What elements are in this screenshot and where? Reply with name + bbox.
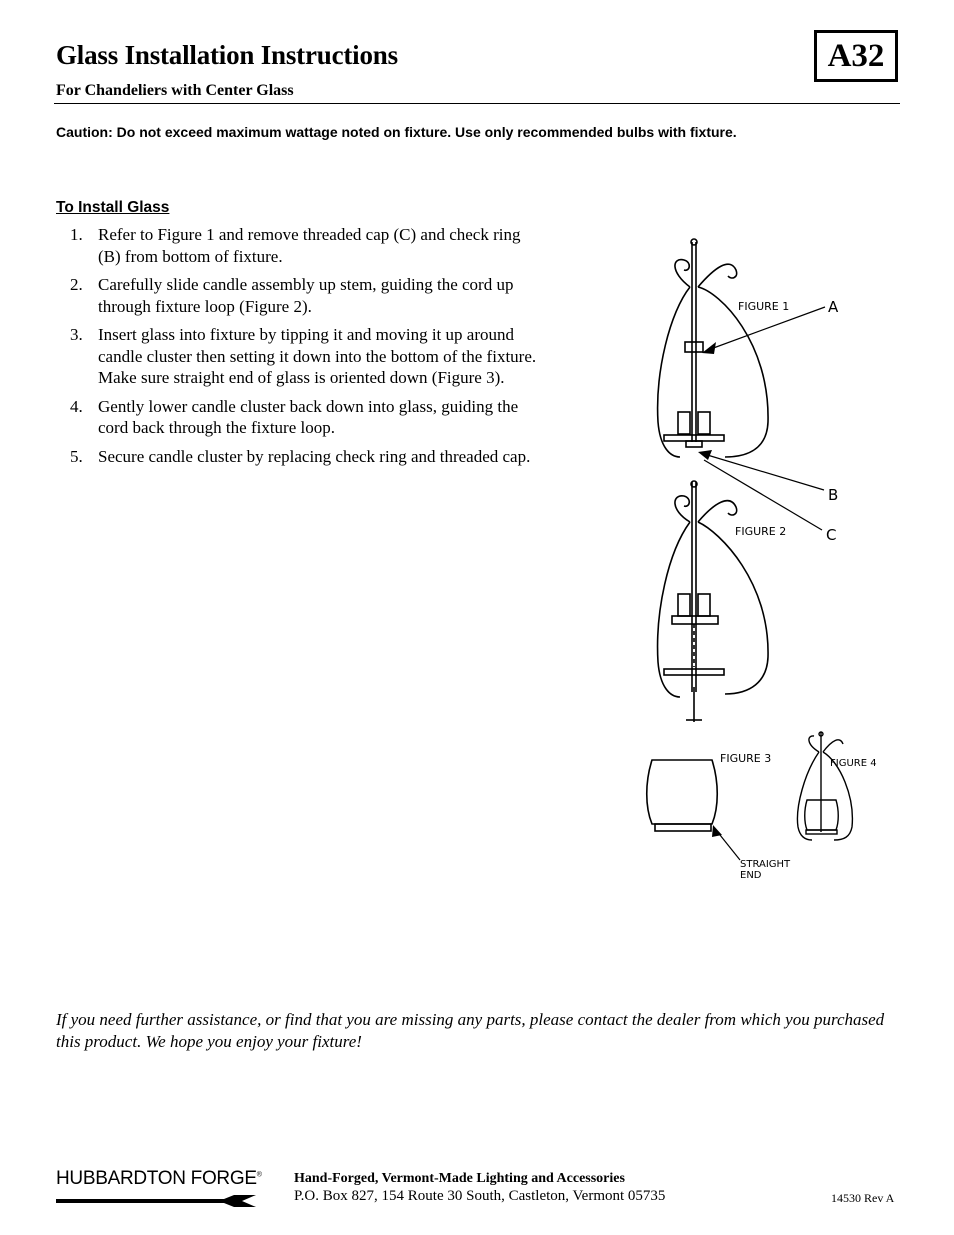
figure-2-fixture-drawing [658,481,768,722]
step-number: 3. [70,325,83,344]
caution-note: Caution: Do not exceed maximum wattage noted on fixture. Use only recommended bulbs with fixture. [56,124,737,140]
straight-end-label-line2: END [740,870,762,881]
brand-wordmark [56,1168,261,1190]
section-heading: To Install Glass [56,199,170,216]
figure-1-label: FIGURE 1 [738,300,790,313]
page-title: Glass Installation Instructions [56,40,398,70]
step-number: 1. [70,225,83,244]
callout-c-leader [704,460,822,530]
document-code-badge: A32 [814,30,898,82]
callout-b-arrowhead [698,450,712,460]
forge-tongs-icon [56,1193,261,1209]
brand-name: HUBBARDTON FORGE [56,1168,257,1189]
instruction-steps [56,224,546,474]
callout-b-leader [704,454,824,490]
figure-4-label: FIGURE 4 [830,758,877,769]
callout-a-arrowhead [702,342,716,354]
closing-note: If you need further assistance, or find that you are missing any parts, please contact the dealer from which you purchased this product. We hope you enjoy your fixture! [56,1010,885,1051]
step-text: Gently lower candle cluster back down into glass, guiding the cord back through the fixture loop. [98,396,519,437]
figure-2-label: FIGURE 2 [735,525,787,538]
step-text: Insert glass into fixture by tipping it and moving it up around candle cluster then setting it down into the bottom of the fixture. Make sure straight end of glass is oriented down (Figure 3). [98,325,537,387]
brand-logo [56,1168,261,1210]
step-item [56,324,546,389]
callout-b-label: B [828,486,839,504]
footer-tagline: Hand-Forged, Vermont-Made Lighting and Accessories [294,1171,625,1186]
straight-end-arrowhead [712,825,722,837]
step-item [56,446,546,468]
figure-4-fixture-drawing [797,732,852,840]
step-item [56,396,546,439]
step-item [56,274,546,317]
step-item [56,224,546,267]
step-number: 2. [70,275,83,294]
step-text: Carefully slide candle assembly up stem, guiding the cord up through fixture loop (Figure 2). [98,275,514,316]
page-subtitle: For Chandeliers with Center Glass [56,82,294,99]
callout-a-leader [708,307,825,350]
installation-figures [600,232,890,912]
registered-mark: ® [256,1171,262,1179]
step-number: 4. [70,396,83,416]
step-number: 5. [70,446,83,466]
figure-3-label: FIGURE 3 [720,752,772,765]
step-text: Secure candle cluster by replacing check ring and threaded cap. [98,446,531,466]
document-number: 14530 Rev A [831,1191,895,1205]
callout-a-label: A [828,298,839,316]
straight-end-label-line1: STRAIGHT [740,859,791,870]
step-text: Refer to Figure 1 and remove threaded cap (C) and check ring (B) from bottom of fixture. [98,225,521,266]
figure-3-glass-drawing [647,760,718,831]
header-divider [54,103,900,104]
callout-c-label: C [826,526,837,544]
footer-address: P.O. Box 827, 154 Route 30 South, Castleton, Vermont 05735 [294,1188,666,1204]
